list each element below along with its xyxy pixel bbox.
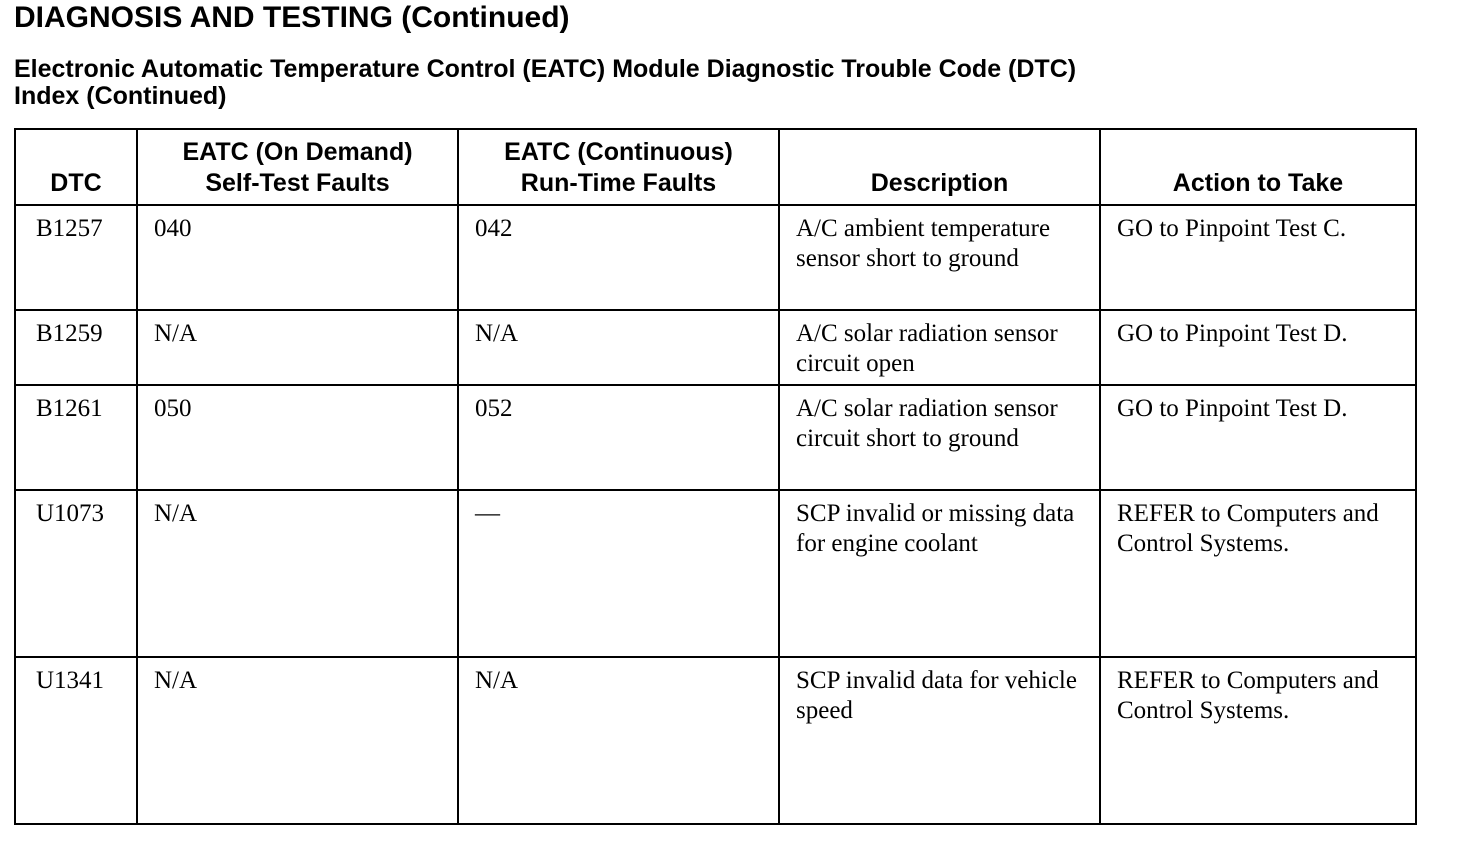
cell-description: SCP invalid data for vehicle speed (779, 657, 1100, 824)
cell-description: SCP invalid or missing data for engine coolant (779, 490, 1100, 657)
header-action-line-1 (1107, 137, 1409, 168)
header-continuous (458, 129, 779, 205)
cell-action: GO to Pinpoint Test D. (1100, 310, 1416, 385)
cell-dtc: B1261 (15, 385, 137, 490)
dtc-index-table (14, 128, 1417, 825)
cell-on-demand: N/A (137, 490, 458, 657)
cell-dtc: U1073 (15, 490, 137, 657)
header-dtc-line-2: DTC (50, 169, 102, 197)
cell-on-demand: 040 (137, 205, 458, 310)
header-description-line-1 (786, 137, 1093, 168)
table-row (15, 385, 1416, 490)
table-row (15, 657, 1416, 824)
cell-dtc: B1259 (15, 310, 137, 385)
header-on-demand-line-1: EATC (On Demand) (182, 138, 413, 166)
table-row (15, 205, 1416, 310)
header-action (1100, 129, 1416, 205)
cell-action: GO to Pinpoint Test C. (1100, 205, 1416, 310)
cell-action: GO to Pinpoint Test D. (1100, 385, 1416, 490)
cell-description: A/C solar radiation sensor circuit open (779, 310, 1100, 385)
cell-on-demand: N/A (137, 310, 458, 385)
cell-description: A/C solar radiation sensor circuit short to ground (779, 385, 1100, 490)
cell-continuous: 052 (458, 385, 779, 490)
table-row (15, 490, 1416, 657)
cell-action: REFER to Computers and Control Systems. (1100, 657, 1416, 824)
table-caption-line-1: Electronic Automatic Temperature Control (EATC) Module Diagnostic Trouble Code (DTC) (14, 55, 1077, 83)
cell-dtc: U1341 (15, 657, 137, 824)
cell-action: REFER to Computers and Control Systems. (1100, 490, 1416, 657)
header-continuous-line-2: Run-Time Faults (520, 169, 717, 197)
header-on-demand (137, 129, 458, 205)
table-caption (14, 56, 1076, 110)
cell-on-demand: 050 (137, 385, 458, 490)
cell-dtc: B1257 (15, 205, 137, 310)
cell-continuous: N/A (458, 310, 779, 385)
header-on-demand-line-2: Self-Test Faults (205, 169, 390, 197)
cell-continuous: — (458, 490, 779, 657)
cell-continuous: 042 (458, 205, 779, 310)
cell-continuous: N/A (458, 657, 779, 824)
cell-description: A/C ambient temperature sensor short to ground (779, 205, 1100, 310)
table-row (15, 310, 1416, 385)
header-dtc (15, 129, 137, 205)
page-title: DIAGNOSIS AND TESTING (Continued) (14, 1, 570, 34)
table-header-row (15, 129, 1416, 205)
table-caption-line-2: Index (Continued) (14, 82, 227, 110)
cell-on-demand: N/A (137, 657, 458, 824)
header-description (779, 129, 1100, 205)
header-action-line-2: Action to Take (1172, 169, 1344, 197)
header-description-line-2: Description (870, 169, 1009, 197)
header-dtc-line-1 (22, 137, 130, 168)
header-continuous-line-1: EATC (Continuous) (504, 138, 733, 166)
